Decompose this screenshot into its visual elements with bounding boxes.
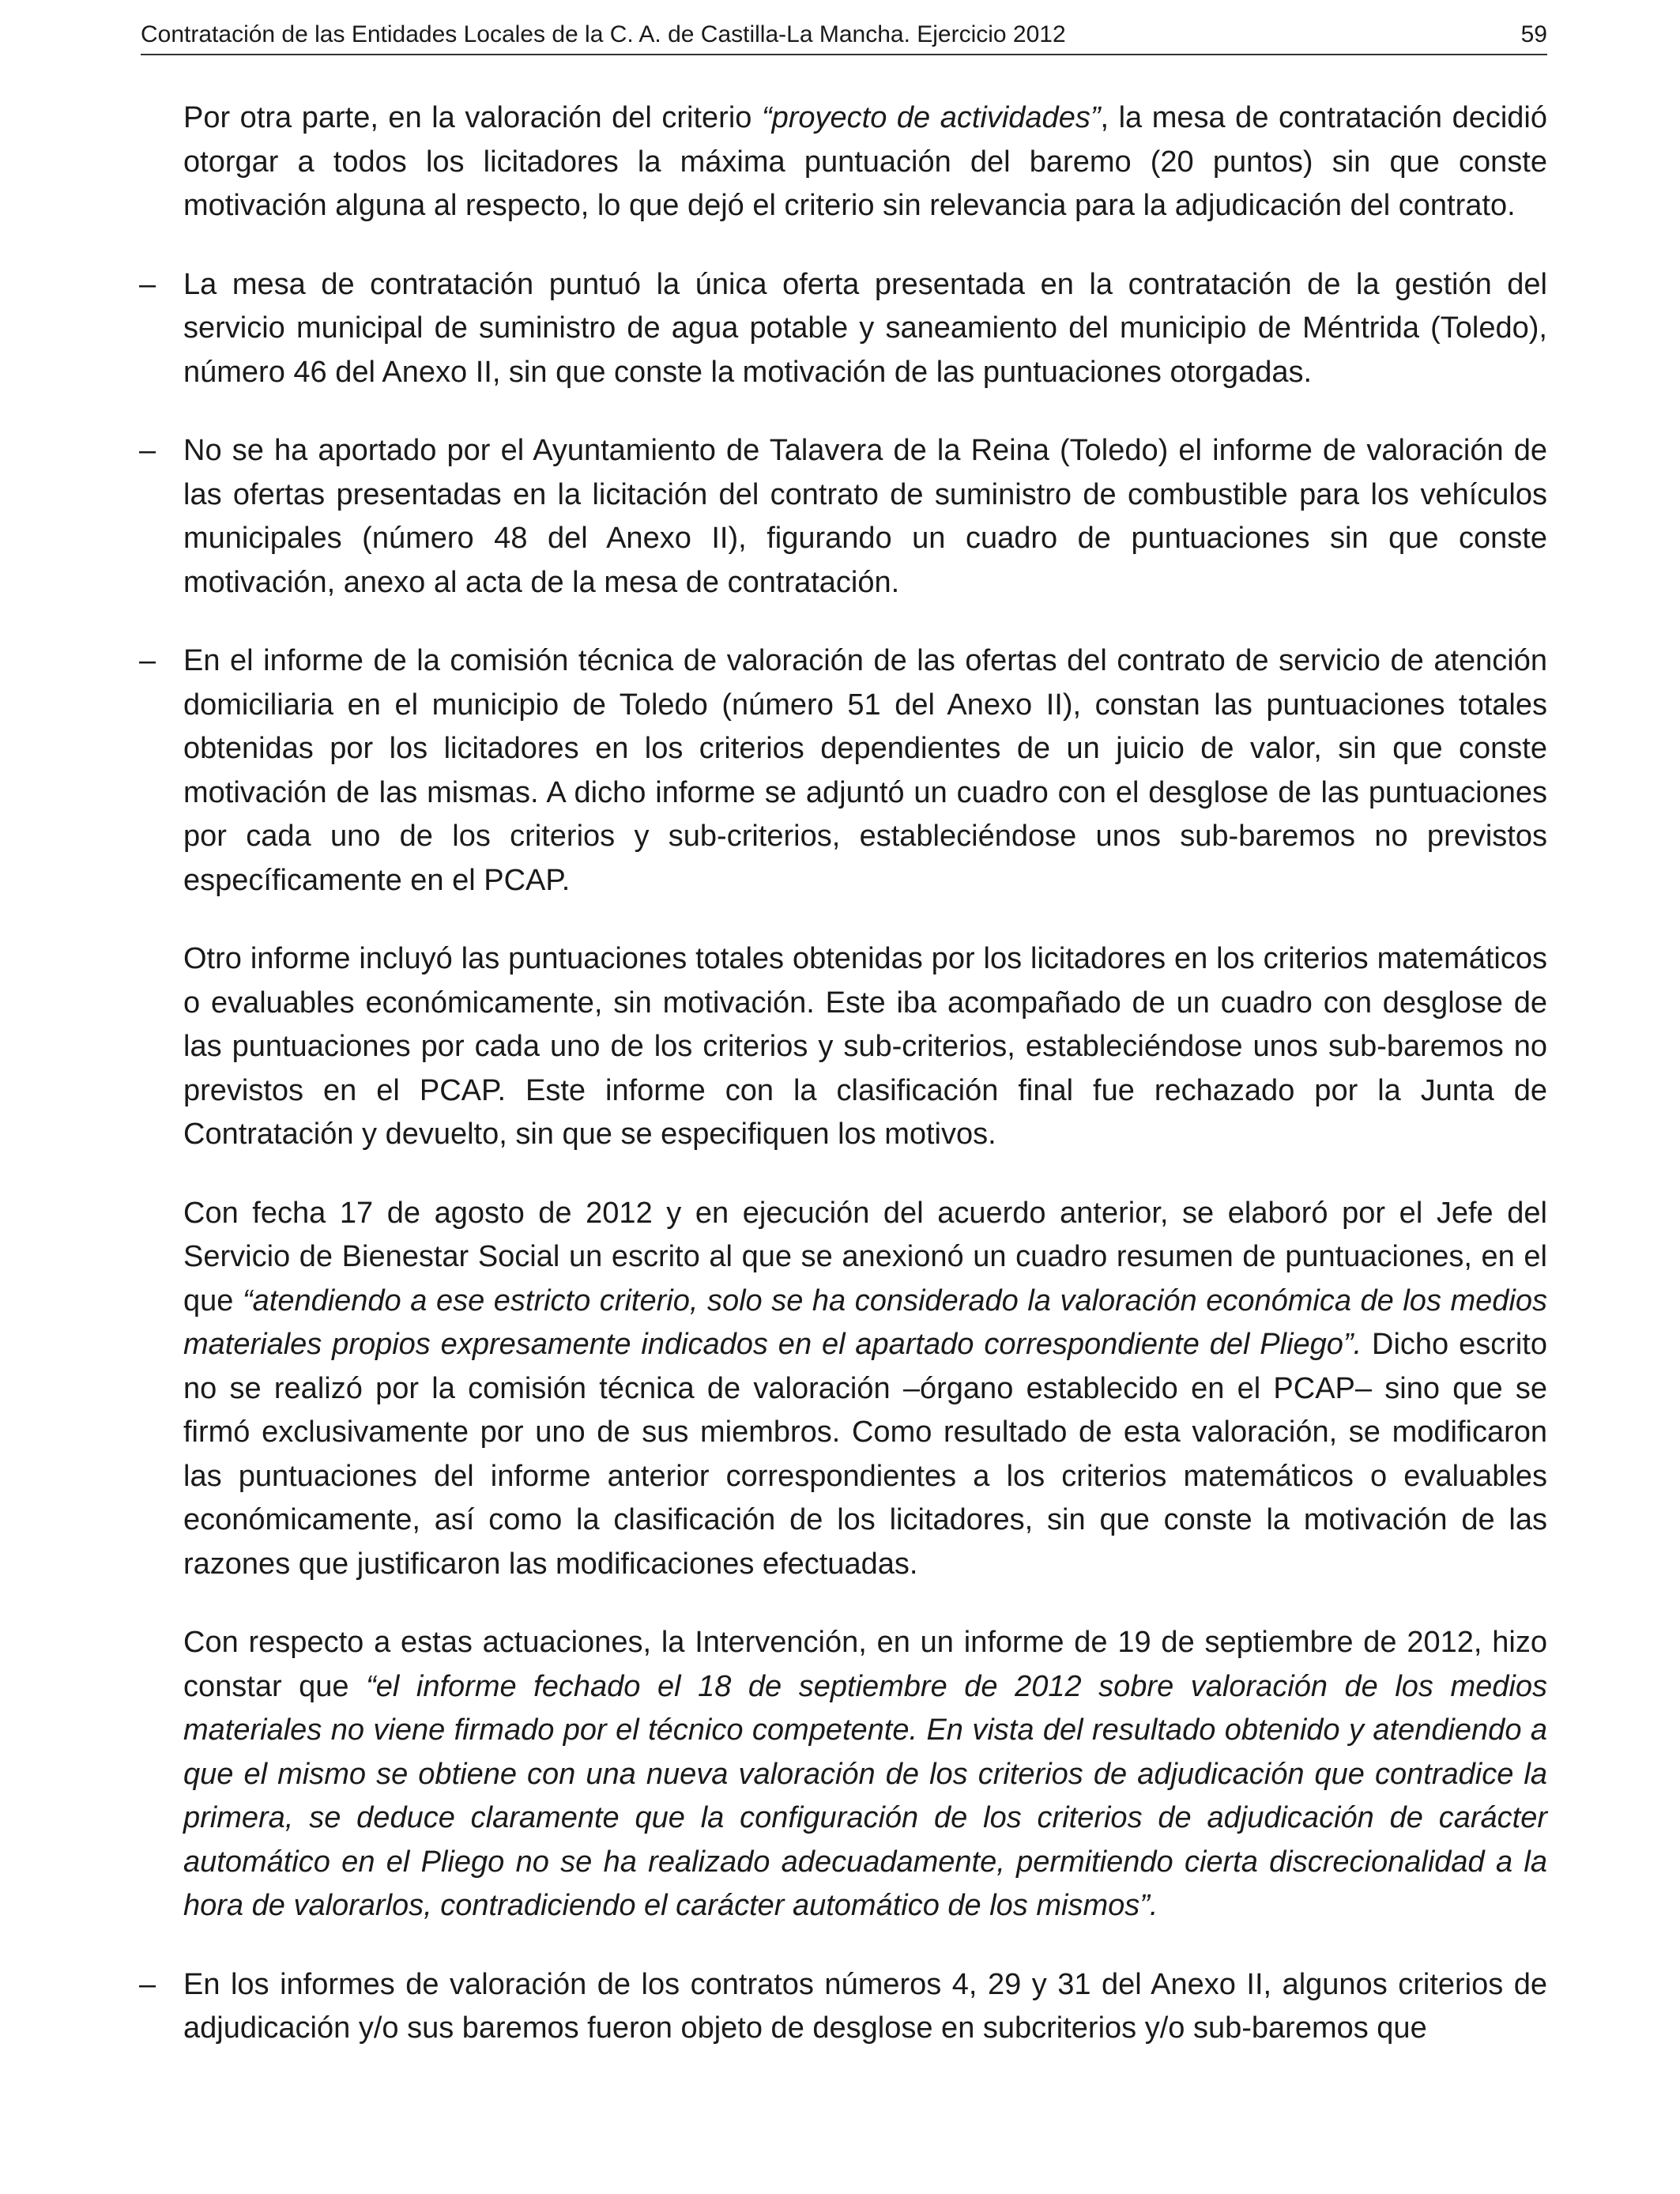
paragraph [183,937,1547,1157]
document-body [139,96,1547,2086]
text-run: Por otra parte, en la valoración del criterio [183,101,762,134]
quoted-criterion: “proyecto de actividades” [761,101,1101,134]
header-title: Contratación de las Entidades Locales de la C. A. de Castilla-La Mancha. Ejercicio 2012 [141,21,1066,47]
quoted-text: “atendiendo a ese estricto criterio, solo se ha considerado la valoración económica de los medios materiales propios expresamente indicados en el apartado correspondiente del Pliego”. [183,1284,1547,1361]
bullet-text: En el informe de la comisión técnica de valoración de las ofertas del contrato de servicio de atención domiciliaria en el municipio de Toledo (número 51 del Anexo II), constan las puntuaciones totales obtenidas por los licitadores en los criterios dependientes de un juicio de valor, sin que conste motivación de las mismas. A dicho informe se adjuntó un cuadro con el desglose de las puntuaciones por cada uno de los criterios y sub-criterios, estableciéndose unos sub-baremos no previstos específicamente en el PCAP. [183,644,1547,897]
text-run: Con respecto a estas actuaciones, la Intervención, en un informe de 19 de septiembre de 2012, hizo constar que [183,1626,1547,1703]
bullet-dash: – [139,1967,156,2001]
paragraph [183,1621,1547,1928]
bullet-item [139,1963,1547,2051]
text-run: Dicho escrito no se realizó por la comisión técnica de valoración –órgano establecido en el PCAP– sino que se firmó exclusivamente por uno de sus miembros. Como resultado de esta valoración, se modificaron las puntuaciones del informe anterior correspondientes a los criterios matemáticos o evaluables económicamente, así como la clasificación de los licitadores, sin que conste la motivación de las razones que justificaron las modificaciones efectuadas. [183,1328,1547,1581]
paragraph [183,96,1547,228]
text-run: Con fecha 17 de agosto de 2012 y en ejecución del acuerdo anterior, se elaboró por el Jefe del Servicio de Bienestar Social un escrito al que se anexionó un cuadro resumen de puntuaciones, en el que [183,1196,1547,1318]
bullet-item [139,639,1547,903]
bullet-dash: – [139,267,156,301]
bullet-dash: – [139,644,156,677]
bullet-item [139,429,1547,605]
bullet-dash: – [139,434,156,467]
text-run: Otro informe incluyó las puntuaciones totales obtenidas por los licitadores en los criterios matemáticos o evaluables económicamente, sin motivación. Este iba acompañado de un cuadro con desglose de las puntuaciones por cada uno de los criterios y sub-criterios, estableciéndose unos sub-baremos no previstos en el PCAP. Este informe con la clasificación final fue rechazado por la Junta de Contratación y devuelto, sin que se especifiquen los motivos. [183,942,1547,1151]
paragraph [183,1192,1547,1587]
page-number: 59 [1520,21,1547,47]
bullet-text: La mesa de contratación puntuó la única oferta presentada en la contratación de la gestión del servicio municipal de suministro de agua potable y saneamiento del municipio de Méntrida (Toledo), número 46 del Anexo II, sin que conste la motivación de las puntuaciones otorgadas. [183,267,1547,389]
quoted-text: “el informe fechado el 18 de septiembre de 2012 sobre valoración de los medios materiales no viene firmado por el técnico competente. En vista del resultado obtenido y atendiendo a que el mismo se obtiene con una nueva valoración de los criterios de adjudicación que contradice la primera, se deduce claramente que la configuración de los criterios de adjudicación de carácter automático en el Pliego no se ha realizado adecuadamente, permitiendo cierta discrecionalidad a la hora de valorarlos, contradiciendo el carácter automático de los mismos”. [183,1669,1547,1922]
bullet-text: En los informes de valoración de los contratos números 4, 29 y 31 del Anexo II, algunos criterios de adjudicación y/o sus baremos fueron objeto de desglose en subcriterios y/o sub-baremos que [183,1967,1547,2045]
bullet-text: No se ha aportado por el Ayuntamiento de Talavera de la Reina (Toledo) el informe de valoración de las ofertas presentadas en la licitación del contrato de suministro de combustible para los vehículos municipales (número 48 del Anexo II), figurando un cuadro de puntuaciones sin que conste motivación, anexo al acta de la mesa de contratación. [183,434,1547,599]
bullet-item [139,263,1547,395]
running-header [141,21,1547,55]
text-run: , la mesa de contratación decidió otorgar a todos los licitadores la máxima puntuación del baremo (20 puntos) sin que conste motivación alguna al respecto, lo que dejó el criterio sin relevancia para la adjudicación del contrato. [183,101,1547,222]
